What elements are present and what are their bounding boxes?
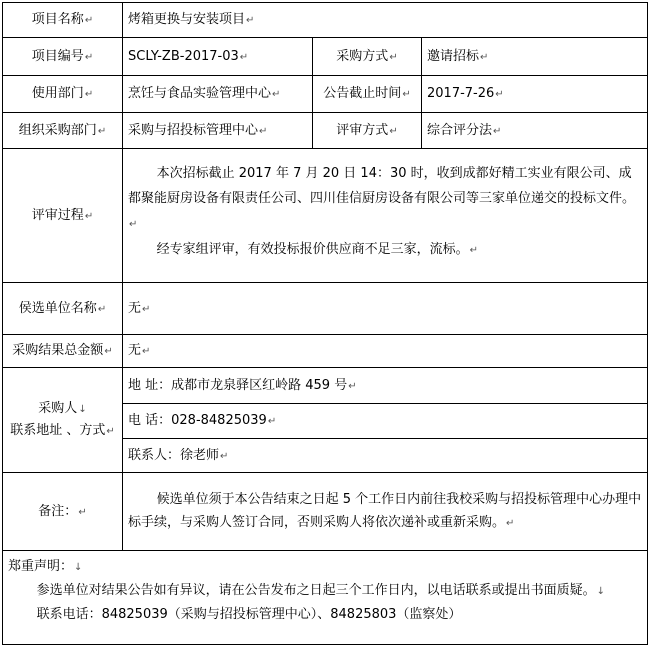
- row-project-code: [3, 38, 648, 76]
- total-amount-value: 无↵: [123, 335, 648, 368]
- row-project-name: [3, 3, 648, 38]
- department-label: 使用部门↵: [3, 76, 123, 113]
- candidate-label: 侯选单位名称↵: [3, 283, 123, 335]
- project-code-label: 项目编号↵: [3, 38, 123, 76]
- remarks-label: 备注：↵: [3, 473, 123, 551]
- row-total-amount: [3, 335, 648, 368]
- candidate-value: 无↵: [123, 283, 648, 335]
- project-name-value: 烤箱更换与安装项目↵: [123, 3, 648, 38]
- contact-phone: 电 话：028-84825039↵: [123, 404, 648, 439]
- deadline-label: 公告截止时间↵: [313, 76, 422, 113]
- row-statement: [3, 551, 648, 645]
- review-method-label: 评审方式↵: [313, 113, 422, 149]
- total-amount-label: 采购结果总金额↵: [3, 335, 123, 368]
- row-organizer: [3, 113, 648, 149]
- row-department: [3, 76, 648, 113]
- review-process-paragraph-2: 经专家组评审，有效投标报价供应商不足三家，流标。↵: [156, 242, 478, 257]
- organizer-label: 组织采购部门↵: [3, 113, 123, 149]
- statement-title: 郑重声明：↓: [8, 559, 83, 574]
- statement-cell: [3, 551, 648, 645]
- deadline-value: 2017-7-26↵: [422, 76, 648, 113]
- department-value: 烹饪与食品实验管理中心↵: [123, 76, 313, 113]
- row-remarks: [3, 473, 648, 551]
- review-method-value: 综合评分法↵: [422, 113, 648, 149]
- contact-label: [3, 368, 123, 473]
- project-name-label: 项目名称↵: [3, 3, 123, 38]
- contact-address: 地 址：成都市龙泉驿区红岭路 459 号↵: [123, 368, 648, 404]
- review-process-label: 评审过程↵: [3, 149, 123, 283]
- contact-label-line-1: 采购人↓: [38, 401, 87, 416]
- review-process-paragraph-1: 本次招标截止 2017 年 7 月 20 日 14：30 时，收到成都好精工实业有限公司、成都聚能厨房设备有限责任公司、四川佳信厨房设备有限公司等三家单位递交的投标文件。↵: [128, 166, 636, 230]
- organizer-value: 采购与招投标管理中心↵: [123, 113, 313, 149]
- procurement-result-table: [2, 2, 648, 645]
- statement-body: 参选单位对结果公告如有异议，请在公告发布之日起三个工作日内，以电话联系或提出书面质疑。↓: [36, 583, 605, 598]
- row-review-process: [3, 149, 648, 283]
- review-process-value: [123, 149, 648, 283]
- row-candidate: [3, 283, 648, 335]
- contact-person: 联系人：徐老师↵: [123, 439, 648, 473]
- row-contact-address: [3, 368, 648, 404]
- contact-label-line-2: 联系地址 、方式↵: [10, 423, 115, 438]
- statement-phones: 联系电话：84825039（采购与招投标管理中心）、84825803（监察处）: [36, 607, 462, 622]
- remarks-value: 候选单位须于本公告结束之日起 5 个工作日内前往我校采购与招投标管理中心办理中标手续，与采购人签订合同，否则采购人将依次递补或重新采购。↵: [123, 473, 648, 551]
- purchase-method-label: 采购方式↵: [313, 38, 422, 76]
- purchase-method-value: 邀请招标↵: [422, 38, 648, 76]
- project-code-value: SCLY-ZB-2017-03↵: [123, 38, 313, 76]
